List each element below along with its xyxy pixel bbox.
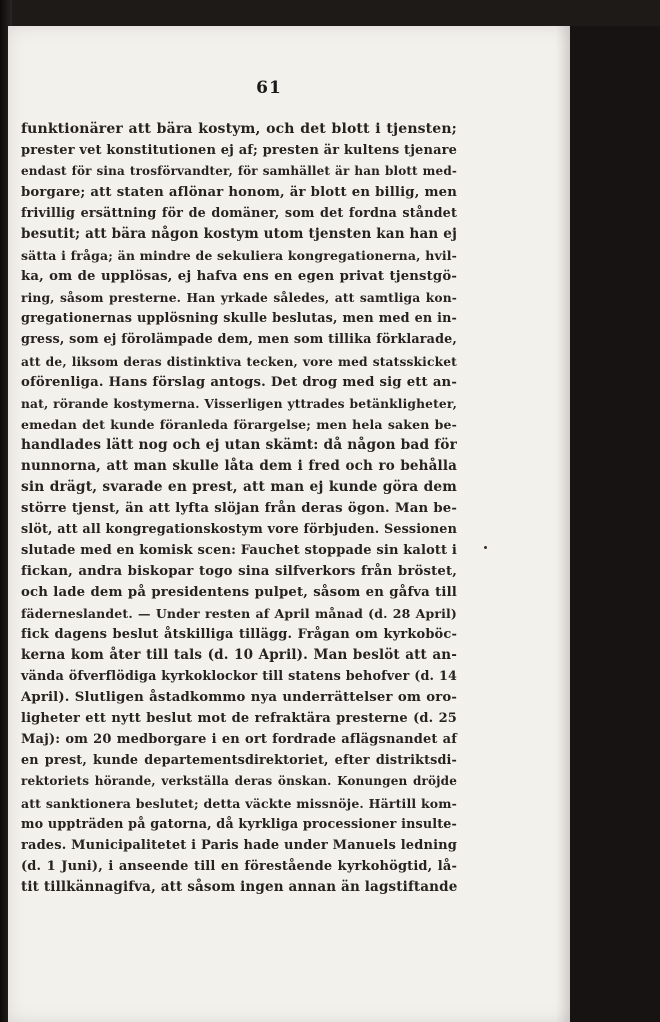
text-line: fick dagens beslut åtskilliga tillägg. Frågan om kyrkoböc- (21, 627, 457, 643)
text-line: besutit; att bära någon kostym utom tjensten kan han ej (21, 226, 457, 243)
text-line: nunnorna, att man skulle låta dem i fred och ro behålla (21, 457, 457, 474)
page-number: 61 (256, 78, 282, 98)
text-line: sätta i fråga; än mindre de sekuliera kongregationerna, hvil- (21, 248, 457, 264)
text-line: ring, såsom presterne. Han yrkade således, att samtliga kon- (21, 290, 457, 306)
text-line: nat, rörande kostymerna. Visserligen yttrades betänkligheter, (21, 395, 457, 411)
text-line: mo uppträden på gatorna, då kyrkliga processioner insulte- (21, 816, 457, 832)
text-line: handlades lätt nog och ej utan skämt: då någon bad för (21, 436, 457, 453)
text-line: sin drägt, svarade en prest, att man ej kunde göra dem (21, 478, 457, 495)
text-line: Maj): om 20 medborgare i en ort fordrade aflägsnandet af (21, 732, 457, 748)
text-line: emedan det kunde föranleda förargelse; men hela saken be- (21, 416, 457, 432)
text-line: vända öfverflödiga kyrkoklockor till statens behofver (d. 14 (21, 669, 457, 685)
text-line: endast för sina trosförvandter, för samhället är han blott med- (21, 164, 457, 179)
text-line: fickan, andra biskopar togo sina silfverkors från bröstet, (21, 563, 457, 579)
text-line: frivillig ersättning för de domäner, som det fordna ståndet (21, 206, 457, 222)
ink-speck (484, 546, 487, 549)
text-line: en prest, kunde departementsdirektoriet, efter distriktsdi- (21, 753, 457, 769)
text-line: att de, liksom deras distinktiva tecken, vore med statsskicket (21, 353, 457, 369)
text-line: att sanktionera beslutet; detta väckte missnöje. Härtill kom- (21, 795, 457, 811)
text-line: gress, som ej förolämpade dem, men som tillika förklarade, (21, 332, 457, 348)
book-page (8, 26, 570, 1022)
text-line: rektoriets hörande, verkställa deras önskan. Konungen dröjde (21, 774, 457, 789)
text-line: (d. 1 Juni), i anseende till en förestående kyrkohögtid, lå- (21, 858, 457, 874)
text-line: ligheter ett nytt beslut mot de refraktära presterne (d. 25 (21, 711, 457, 727)
text-line: April). Slutligen åstadkommo nya underrättelser om oro- (21, 690, 457, 706)
text-line: oförenliga. Hans förslag antogs. Det drog med sig ett an- (21, 374, 457, 390)
text-line: fäderneslandet. — Under resten af April månad (d. 28 April) (21, 606, 457, 622)
text-line: prester vet konstitutionen ej af; presten är kultens tjenare (21, 143, 458, 159)
text-line: tit tillkännagifva, att såsom ingen annan än lagstiftande (21, 878, 458, 895)
text-line: rades. Municipalitetet i Paris hade under Manuels ledning (21, 837, 457, 853)
text-line: funktionärer att bära kostym, och det blott i tjensten; (21, 121, 457, 137)
text-line: och lade dem på presidentens pulpet, såsom en gåfva till (21, 585, 457, 601)
text-line: borgare; att staten aflönar honom, är blott en billig, men (21, 185, 457, 201)
text-line: kerna kom åter till tals (d. 10 April). Man beslöt att an- (21, 647, 457, 664)
text-line: större tjenst, än att lyfta slöjan från deras ögon. Man be- (21, 500, 457, 516)
text-line: slutade med en komisk scen: Fauchet stoppade sin kalott i (21, 542, 457, 558)
text-line: gregationernas upplösning skulle beslutas, men med en in- (21, 311, 457, 327)
scan-background-right (570, 26, 660, 1022)
body-text (21, 119, 457, 898)
text-line: ka, om de upplösas, ej hafva ens en egen privat tjenstgö- (21, 269, 457, 285)
text-line: slöt, att all kongregationskostym vore förbjuden. Sessionen (21, 521, 457, 537)
